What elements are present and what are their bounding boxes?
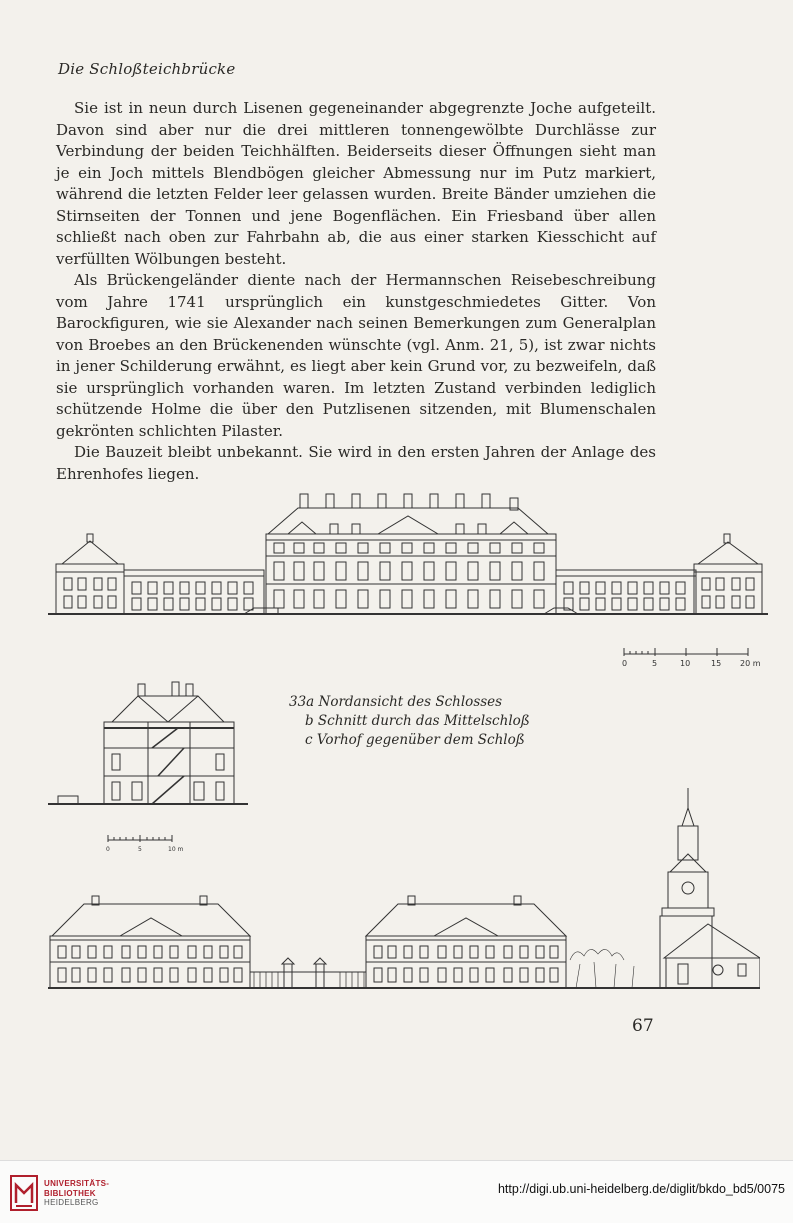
caption-line-a: 33a Nordansicht des Schlosses <box>289 694 503 710</box>
library-name-line-1: UNIVERSITÄTS- <box>44 1179 110 1188</box>
library-name-line-2: BIBLIOTHEK <box>44 1188 96 1198</box>
permalink-url[interactable]: http://digi.ub.uni-heidelberg.de/diglit/bkdo_bd5/0075 <box>497 1182 785 1196</box>
figure-caption <box>289 693 530 750</box>
paragraph-1: Sie ist in neun durch Lisenen gegeneinander abgegrenzte Joche aufgeteilt. Davon sind aber nur die drei mittleren tonnengewölbte Durchlässe zur Verbindung der beiden Teichhälften. Beiderseits dieser Öffnungen sieht man je ein Joch mittels Blendbögen gleicher Abmessung nur im Putz markiert, während die letzten Felder leer gelassen wurden. Breite Bänder umziehen die Stirnseiten der Tonnen und jene Bogenflächen. Ein Friesband über allen schließt nach oben zur Fahrbahn ab, die aus einer starken Kiesschicht auf verfüllten Wölbungen besteht. <box>56 99 656 268</box>
library-footer <box>0 1160 793 1223</box>
caption-line-b: b Schnitt durch das Mittelschloß <box>305 713 530 729</box>
main-scale-bar <box>618 644 768 670</box>
running-head: Die Schloßteichbrücke <box>58 60 236 78</box>
page-number: 67 <box>632 1016 654 1036</box>
library-name-line-3: HEIDELBERG <box>44 1198 99 1207</box>
main-scale-label-0: 0 <box>622 659 628 668</box>
body-text <box>56 98 656 485</box>
caption-line-c: c Vorhof gegenüber dem Schloß <box>305 732 525 748</box>
library-name <box>44 1179 109 1208</box>
main-scale-label-10: 10 <box>680 659 691 668</box>
forecourt-drawing <box>48 788 760 994</box>
main-scale-label-5: 5 <box>652 659 658 668</box>
section-scale-label-10m: 10 m <box>168 846 184 853</box>
section-scale-label-0: 0 <box>106 846 110 853</box>
section-scale-label-5: 5 <box>138 846 142 853</box>
paragraph-3: Die Bauzeit bleibt unbekannt. Sie wird in den ersten Jahren der Anlage des Ehrenhofes liegen. <box>56 443 656 483</box>
university-library-logo-icon <box>10 1175 38 1211</box>
north-elevation-drawing <box>48 486 768 621</box>
main-scale-label-15: 15 <box>711 659 722 668</box>
paragraph-2: Als Brückengeländer diente nach der Hermannschen Reisebeschreibung vom Jahre 1741 ursprünglich ein kunstgeschmiedetes Gitter. Von Barockfiguren, wie sie Alexander nach seinen Bemerkungen zum Generalplan von Broebes an den Brückenenden wünschte (vgl. Anm. 21, 5), ist zwar nichts in jener Schilderung erwähnt, es liegt aber kein Grund vor, zu bezweifeln, daß sie ursprünglich vorhanden waren. Im letzten Zustand verbinden lediglich schützende Holme die über den Putzlisenen sitzenden, mit Blumenschalen gekrönten schlichten Pilaster. <box>56 271 656 440</box>
main-scale-label-20m: 20 m <box>740 659 761 668</box>
